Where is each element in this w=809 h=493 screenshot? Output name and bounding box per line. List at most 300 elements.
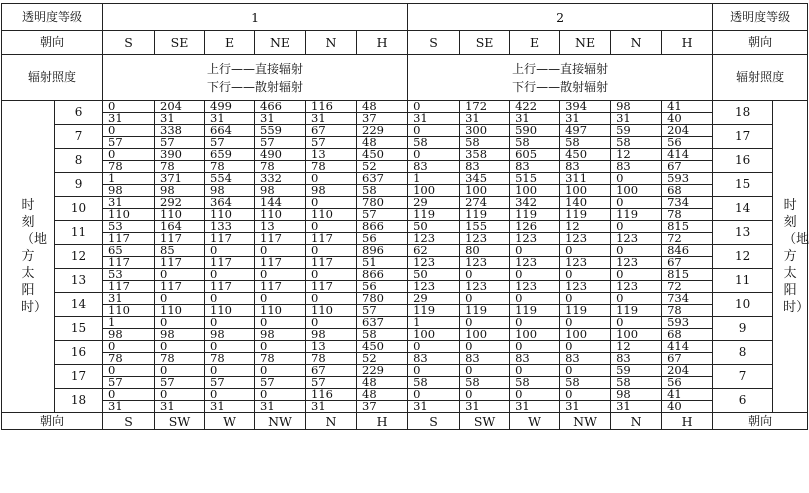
direct-radiation-cell: 866	[357, 269, 408, 281]
hour-label-left: 16	[55, 341, 103, 365]
diffuse-radiation-cell: 100	[408, 185, 460, 197]
diffuse-radiation-cell: 119	[460, 305, 510, 317]
direct-radiation-cell: 0	[460, 389, 510, 401]
diffuse-radiation-cell: 117	[155, 233, 205, 245]
direct-radiation-cell: 0	[103, 101, 155, 113]
direct-radiation-cell: 490	[255, 149, 306, 161]
diffuse-radiation-cell: 31	[408, 113, 460, 125]
direct-radiation-cell: 229	[357, 365, 408, 377]
diffuse-radiation-cell: 31	[611, 401, 662, 413]
diffuse-radiation-cell: 119	[408, 209, 460, 221]
diffuse-radiation-cell: 100	[460, 329, 510, 341]
irradiance-label-left: 辐射照度	[2, 55, 103, 101]
direct-radiation-cell: 734	[662, 293, 713, 305]
diffuse-radiation-cell: 110	[155, 209, 205, 221]
diffuse-radiation-cell: 72	[662, 233, 713, 245]
diffuse-radiation-cell: 78	[255, 161, 306, 173]
direct-radiation-cell: 332	[255, 173, 306, 185]
orientation-header-top: H	[357, 31, 408, 55]
diffuse-radiation-cell: 83	[510, 353, 560, 365]
hour-label-right: 7	[713, 365, 773, 389]
direct-radiation-cell: 311	[560, 173, 611, 185]
diffuse-radiation-cell: 123	[460, 281, 510, 293]
direct-radiation-cell: 41	[662, 101, 713, 113]
diffuse-radiation-cell: 57	[357, 305, 408, 317]
direct-radiation-cell: 358	[460, 149, 510, 161]
diffuse-radiation-cell: 119	[510, 209, 560, 221]
diffuse-radiation-cell: 31	[611, 113, 662, 125]
diffuse-radiation-cell: 119	[510, 305, 560, 317]
hour-label-right: 14	[713, 197, 773, 221]
diffuse-radiation-cell: 83	[510, 161, 560, 173]
direct-radiation-cell: 0	[560, 389, 611, 401]
diffuse-radiation-cell: 56	[662, 377, 713, 389]
direct-radiation-cell: 0	[205, 269, 255, 281]
orientation-label-left: 朝向	[2, 31, 103, 55]
direct-radiation-cell: 637	[357, 173, 408, 185]
direct-radiation-cell: 53	[103, 269, 155, 281]
direct-radiation-cell: 0	[510, 269, 560, 281]
direct-radiation-cell: 0	[155, 293, 205, 305]
orientation-header-top: NE	[255, 31, 306, 55]
diffuse-radiation-cell: 67	[662, 161, 713, 173]
direct-radiation-cell: 590	[510, 125, 560, 137]
diffuse-radiation-cell: 31	[510, 113, 560, 125]
direct-radiation-cell: 0	[306, 245, 357, 257]
direct-radiation-cell: 0	[155, 269, 205, 281]
direct-radiation-cell: 1	[103, 173, 155, 185]
diffuse-radiation-cell: 83	[611, 353, 662, 365]
orientation-header-top: N	[306, 31, 357, 55]
direct-radiation-cell: 0	[611, 197, 662, 209]
diffuse-radiation-cell: 57	[155, 377, 205, 389]
diffuse-radiation-cell: 123	[560, 257, 611, 269]
hour-label-left: 7	[55, 125, 103, 149]
direct-radiation-cell: 450	[560, 149, 611, 161]
direct-radiation-cell: 497	[560, 125, 611, 137]
direct-radiation-cell: 499	[205, 101, 255, 113]
diffuse-radiation-cell: 31	[460, 401, 510, 413]
diffuse-radiation-cell: 100	[611, 185, 662, 197]
direct-radiation-cell: 390	[155, 149, 205, 161]
direct-radiation-cell: 0	[155, 365, 205, 377]
direct-radiation-cell: 0	[205, 245, 255, 257]
diffuse-radiation-cell: 57	[306, 137, 357, 149]
orientation-header-top: N	[611, 31, 662, 55]
diffuse-radiation-cell: 98	[255, 185, 306, 197]
diffuse-radiation-cell: 58	[560, 137, 611, 149]
orientation-footer-row	[2, 413, 808, 430]
diffuse-radiation-cell: 57	[205, 137, 255, 149]
diffuse-radiation-cell: 83	[560, 353, 611, 365]
diffuse-radiation-cell: 117	[205, 257, 255, 269]
diffuse-radiation-cell: 98	[205, 329, 255, 341]
direct-radiation-cell: 300	[460, 125, 510, 137]
direct-radiation-cell: 67	[306, 365, 357, 377]
direct-radiation-cell: 0	[205, 341, 255, 353]
hour-label-left: 13	[55, 269, 103, 293]
direct-radiation-cell: 0	[560, 317, 611, 329]
orientation-header-bottom: NW	[255, 413, 306, 430]
diffuse-radiation-cell: 68	[662, 185, 713, 197]
diffuse-radiation-cell: 119	[408, 305, 460, 317]
diffuse-radiation-cell: 57	[103, 137, 155, 149]
diffuse-radiation-cell: 57	[306, 377, 357, 389]
direct-radiation-cell: 338	[155, 125, 205, 137]
diffuse-radiation-cell: 67	[662, 353, 713, 365]
direct-radiation-cell: 0	[408, 149, 460, 161]
diffuse-radiation-cell: 98	[306, 185, 357, 197]
diffuse-radiation-cell: 40	[662, 113, 713, 125]
hour-label-left: 14	[55, 293, 103, 317]
diffuse-radiation-cell: 110	[103, 305, 155, 317]
direct-radiation-cell: 0	[306, 293, 357, 305]
direct-radiation-cell: 559	[255, 125, 306, 137]
direct-radiation-cell: 345	[460, 173, 510, 185]
time-axis-label-right	[773, 101, 808, 413]
diffuse-radiation-cell: 83	[408, 353, 460, 365]
direct-radiation-cell: 0	[255, 341, 306, 353]
diffuse-radiation-cell: 31	[255, 113, 306, 125]
direct-radiation-cell: 59	[611, 365, 662, 377]
direct-radiation-cell: 466	[255, 101, 306, 113]
direct-radiation-cell: 0	[408, 125, 460, 137]
diffuse-radiation-cell: 117	[306, 257, 357, 269]
time-axis-label-text: 时刻（地方太阳时）	[783, 198, 809, 315]
diffuse-radiation-cell: 110	[205, 209, 255, 221]
diffuse-radiation-cell: 123	[560, 281, 611, 293]
direct-radiation-cell: 0	[103, 389, 155, 401]
diffuse-radiation-cell: 58	[510, 137, 560, 149]
diffuse-radiation-cell: 117	[255, 257, 306, 269]
direct-radiation-cell: 0	[255, 269, 306, 281]
diffuse-radiation-cell: 123	[611, 281, 662, 293]
diffuse-radiation-cell: 31	[560, 401, 611, 413]
diffuse-radiation-cell: 110	[255, 209, 306, 221]
orientation-header-top: NE	[560, 31, 611, 55]
diffuse-radiation-cell: 98	[255, 329, 306, 341]
orientation-header-top: E	[510, 31, 560, 55]
orientation-label-bottom-right: 朝向	[713, 413, 808, 430]
diffuse-radiation-cell: 123	[611, 233, 662, 245]
diffuse-radiation-cell: 78	[306, 161, 357, 173]
direct-radiation-cell: 659	[205, 149, 255, 161]
diffuse-radiation-cell: 78	[103, 353, 155, 365]
diffuse-radiation-cell: 123	[510, 233, 560, 245]
direct-radiation-cell: 0	[103, 365, 155, 377]
diffuse-radiation-cell: 57	[255, 137, 306, 149]
diffuse-radiation-cell: 57	[155, 137, 205, 149]
hour-label-left: 6	[55, 101, 103, 125]
direct-radiation-cell: 0	[205, 389, 255, 401]
hour-label-right: 8	[713, 341, 773, 365]
direct-radiation-cell: 59	[611, 125, 662, 137]
legend-direct-line: 上行——直接辐射	[512, 61, 609, 76]
orientation-header-top: S	[408, 31, 460, 55]
diffuse-radiation-cell: 48	[357, 377, 408, 389]
direct-radiation-cell: 0	[460, 341, 510, 353]
legend-diffuse-line: 下行——散射辐射	[207, 79, 304, 94]
diffuse-radiation-cell: 98	[103, 329, 155, 341]
orientation-header-top: S	[103, 31, 155, 55]
direct-radiation-cell: 164	[155, 221, 205, 233]
diffuse-radiation-cell: 117	[103, 257, 155, 269]
direct-radiation-cell: 85	[155, 245, 205, 257]
direct-radiation-cell: 364	[205, 197, 255, 209]
diffuse-radiation-cell: 123	[460, 257, 510, 269]
diffuse-radiation-cell: 123	[560, 233, 611, 245]
direct-radiation-cell: 12	[611, 341, 662, 353]
diffuse-radiation-cell: 100	[460, 185, 510, 197]
diffuse-radiation-cell: 58	[357, 185, 408, 197]
direct-radiation-cell: 0	[103, 125, 155, 137]
direct-radiation-cell: 0	[510, 317, 560, 329]
diffuse-radiation-cell: 57	[103, 377, 155, 389]
direct-radiation-cell: 172	[460, 101, 510, 113]
direct-radiation-cell: 0	[155, 317, 205, 329]
direct-radiation-cell: 144	[255, 197, 306, 209]
direct-radiation-cell: 0	[460, 293, 510, 305]
direct-radiation-cell: 13	[306, 149, 357, 161]
diffuse-radiation-cell: 83	[460, 353, 510, 365]
diffuse-radiation-cell: 119	[460, 209, 510, 221]
direct-radiation-cell: 133	[205, 221, 255, 233]
diffuse-radiation-cell: 57	[205, 377, 255, 389]
diffuse-radiation-cell: 56	[357, 281, 408, 293]
direct-radiation-cell: 450	[357, 149, 408, 161]
diffuse-radiation-cell: 72	[662, 281, 713, 293]
hour-label-left: 8	[55, 149, 103, 173]
orientation-header-bottom: W	[510, 413, 560, 430]
table-row	[2, 401, 808, 413]
diffuse-radiation-cell: 31	[510, 401, 560, 413]
direct-radiation-cell: 0	[306, 317, 357, 329]
direct-radiation-cell: 422	[510, 101, 560, 113]
diffuse-radiation-cell: 52	[357, 161, 408, 173]
diffuse-radiation-cell: 31	[408, 401, 460, 413]
hour-label-left: 17	[55, 365, 103, 389]
orientation-header-bottom: H	[662, 413, 713, 430]
diffuse-radiation-cell: 58	[560, 377, 611, 389]
diffuse-radiation-cell: 119	[611, 305, 662, 317]
direct-radiation-cell: 593	[662, 317, 713, 329]
diffuse-radiation-cell: 31	[205, 401, 255, 413]
direct-radiation-cell: 0	[611, 221, 662, 233]
direct-radiation-cell: 0	[408, 341, 460, 353]
diffuse-radiation-cell: 58	[460, 377, 510, 389]
diffuse-radiation-cell: 117	[306, 233, 357, 245]
direct-radiation-cell: 0	[611, 293, 662, 305]
diffuse-radiation-cell: 78	[306, 353, 357, 365]
grade-1-header: 1	[103, 4, 408, 31]
diffuse-radiation-cell: 100	[510, 329, 560, 341]
diffuse-radiation-cell: 117	[155, 281, 205, 293]
direct-radiation-cell: 116	[306, 101, 357, 113]
hour-label-left: 18	[55, 389, 103, 413]
diffuse-radiation-cell: 100	[408, 329, 460, 341]
diffuse-radiation-cell: 117	[255, 281, 306, 293]
direct-radiation-cell: 0	[408, 101, 460, 113]
irradiance-label-right: 辐射照度	[713, 55, 808, 101]
hour-label-right: 12	[713, 245, 773, 269]
direct-radiation-cell: 0	[560, 365, 611, 377]
direct-radiation-cell: 48	[357, 389, 408, 401]
diffuse-radiation-cell: 100	[560, 329, 611, 341]
orientation-header-bottom: W	[205, 413, 255, 430]
direct-radiation-cell: 13	[255, 221, 306, 233]
grade-2-header: 2	[408, 4, 713, 31]
hour-label-left: 15	[55, 317, 103, 341]
orientation-header-bottom: N	[306, 413, 357, 430]
hour-label-left: 12	[55, 245, 103, 269]
direct-radiation-cell: 815	[662, 221, 713, 233]
orientation-header-bottom: H	[357, 413, 408, 430]
hour-label-right: 13	[713, 221, 773, 245]
direct-radiation-cell: 0	[510, 341, 560, 353]
diffuse-radiation-cell: 58	[357, 329, 408, 341]
diffuse-radiation-cell: 78	[255, 353, 306, 365]
direct-radiation-cell: 13	[306, 341, 357, 353]
direct-radiation-cell: 0	[255, 365, 306, 377]
diffuse-radiation-cell: 110	[306, 305, 357, 317]
diffuse-radiation-cell: 58	[460, 137, 510, 149]
orientation-header-bottom: S	[408, 413, 460, 430]
orientation-header-bottom: N	[611, 413, 662, 430]
table-row	[2, 377, 808, 389]
direct-radiation-cell: 0	[255, 293, 306, 305]
legend-direct-line: 上行——直接辐射	[207, 61, 304, 76]
diffuse-radiation-cell: 119	[560, 305, 611, 317]
direct-radiation-cell: 204	[662, 125, 713, 137]
diffuse-radiation-cell: 117	[205, 281, 255, 293]
direct-radiation-cell: 414	[662, 149, 713, 161]
diffuse-radiation-cell: 58	[611, 137, 662, 149]
diffuse-radiation-cell: 117	[103, 233, 155, 245]
diffuse-radiation-cell: 110	[306, 209, 357, 221]
direct-radiation-cell: 1	[408, 317, 460, 329]
grade-label-left: 透明度等级	[2, 4, 103, 31]
legend-grade-1	[103, 55, 408, 101]
diffuse-radiation-cell: 68	[662, 329, 713, 341]
direct-radiation-cell: 866	[357, 221, 408, 233]
diffuse-radiation-cell: 100	[611, 329, 662, 341]
diffuse-radiation-cell: 58	[611, 377, 662, 389]
direct-radiation-cell: 98	[611, 389, 662, 401]
direct-radiation-cell: 1	[103, 317, 155, 329]
diffuse-radiation-cell: 83	[560, 161, 611, 173]
direct-radiation-cell: 0	[611, 269, 662, 281]
direct-radiation-cell: 664	[205, 125, 255, 137]
diffuse-radiation-cell: 57	[255, 377, 306, 389]
diffuse-radiation-cell: 98	[155, 329, 205, 341]
hour-label-right: 11	[713, 269, 773, 293]
direct-radiation-cell: 80	[460, 245, 510, 257]
diffuse-radiation-cell: 58	[510, 377, 560, 389]
diffuse-radiation-cell: 110	[155, 305, 205, 317]
orientation-header-top: SE	[460, 31, 510, 55]
diffuse-radiation-cell: 31	[205, 113, 255, 125]
orientation-header-top: H	[662, 31, 713, 55]
diffuse-radiation-cell: 110	[103, 209, 155, 221]
direct-radiation-cell: 342	[510, 197, 560, 209]
diffuse-radiation-cell: 78	[205, 161, 255, 173]
direct-radiation-cell: 12	[611, 149, 662, 161]
diffuse-radiation-cell: 31	[306, 401, 357, 413]
direct-radiation-cell: 31	[103, 197, 155, 209]
diffuse-radiation-cell: 100	[560, 185, 611, 197]
direct-radiation-cell: 116	[306, 389, 357, 401]
direct-radiation-cell: 0	[155, 389, 205, 401]
hour-label-right: 10	[713, 293, 773, 317]
direct-radiation-cell: 204	[155, 101, 205, 113]
direct-radiation-cell: 0	[611, 317, 662, 329]
hour-label-right: 17	[713, 125, 773, 149]
hour-label-right: 18	[713, 101, 773, 125]
diffuse-radiation-cell: 98	[103, 185, 155, 197]
diffuse-radiation-cell: 78	[205, 353, 255, 365]
direct-radiation-cell: 0	[560, 341, 611, 353]
diffuse-radiation-cell: 110	[205, 305, 255, 317]
direct-radiation-cell: 65	[103, 245, 155, 257]
direct-radiation-cell: 0	[255, 317, 306, 329]
direct-radiation-cell: 12	[560, 221, 611, 233]
orientation-header-top: E	[205, 31, 255, 55]
direct-radiation-cell: 0	[408, 389, 460, 401]
diffuse-radiation-cell: 117	[103, 281, 155, 293]
direct-radiation-cell: 0	[255, 245, 306, 257]
direct-radiation-cell: 0	[306, 197, 357, 209]
direct-radiation-cell: 0	[510, 293, 560, 305]
direct-radiation-cell: 780	[357, 197, 408, 209]
legend-grade-2	[408, 55, 713, 101]
direct-radiation-cell: 0	[611, 173, 662, 185]
diffuse-radiation-cell: 37	[357, 113, 408, 125]
direct-radiation-cell: 593	[662, 173, 713, 185]
direct-radiation-cell: 0	[510, 245, 560, 257]
direct-radiation-cell: 0	[103, 341, 155, 353]
diffuse-radiation-cell: 58	[408, 377, 460, 389]
diffuse-radiation-cell: 78	[155, 353, 205, 365]
direct-radiation-cell: 0	[510, 365, 560, 377]
direct-radiation-cell: 0	[460, 317, 510, 329]
diffuse-radiation-cell: 78	[662, 305, 713, 317]
diffuse-radiation-cell: 37	[357, 401, 408, 413]
direct-radiation-cell: 0	[560, 293, 611, 305]
diffuse-radiation-cell: 31	[103, 401, 155, 413]
direct-radiation-cell: 29	[408, 197, 460, 209]
direct-radiation-cell: 292	[155, 197, 205, 209]
direct-radiation-cell: 896	[357, 245, 408, 257]
direct-radiation-cell: 780	[357, 293, 408, 305]
direct-radiation-cell: 0	[408, 365, 460, 377]
direct-radiation-cell: 29	[408, 293, 460, 305]
direct-radiation-cell: 126	[510, 221, 560, 233]
direct-radiation-cell: 50	[408, 269, 460, 281]
direct-radiation-cell: 734	[662, 197, 713, 209]
diffuse-radiation-cell: 78	[662, 209, 713, 221]
direct-radiation-cell: 0	[205, 365, 255, 377]
diffuse-radiation-cell: 52	[357, 353, 408, 365]
direct-radiation-cell: 0	[155, 341, 205, 353]
diffuse-radiation-cell: 98	[205, 185, 255, 197]
direct-radiation-cell: 140	[560, 197, 611, 209]
hour-label-right: 15	[713, 173, 773, 197]
direct-radiation-cell: 1	[408, 173, 460, 185]
diffuse-radiation-cell: 31	[103, 113, 155, 125]
diffuse-radiation-cell: 117	[155, 257, 205, 269]
orientation-header-bottom: S	[103, 413, 155, 430]
diffuse-radiation-cell: 31	[560, 113, 611, 125]
